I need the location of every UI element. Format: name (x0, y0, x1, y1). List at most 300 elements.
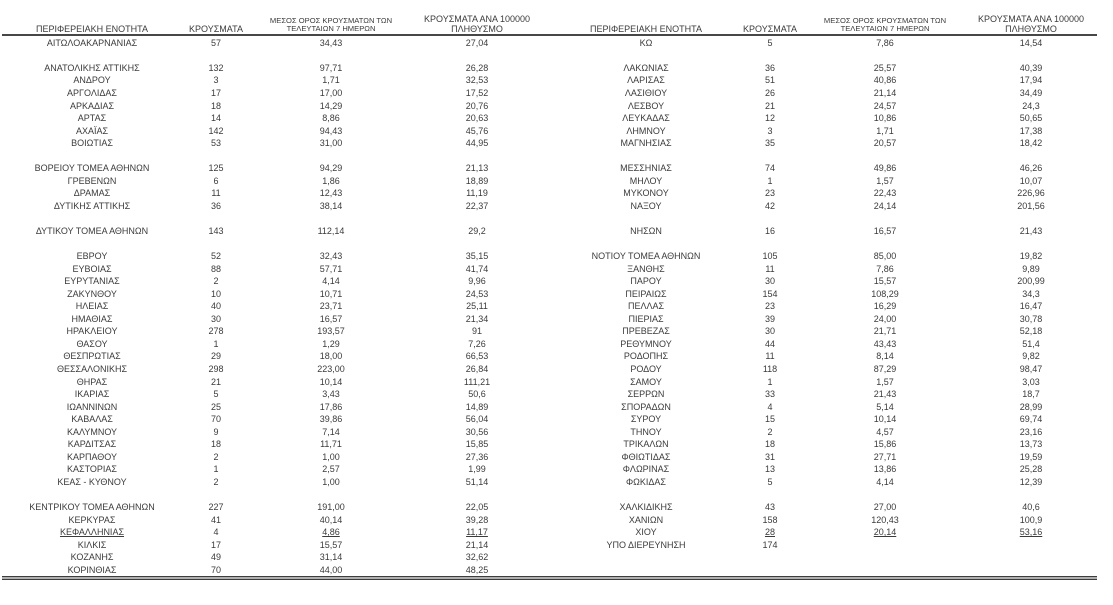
cases-cell: 70 (210, 414, 221, 425)
per100k-cell: 66,53 (465, 351, 489, 362)
per100k-cell: 26,28 (465, 62, 489, 73)
table-row (4, 526, 544, 539)
avg7-cell (806, 489, 964, 502)
per100k-cell: 21,34 (465, 313, 489, 324)
cases-cell (734, 50, 806, 63)
avg7-cell: 40,86 (873, 75, 897, 86)
per100k-cell: 24,3 (1022, 100, 1040, 111)
header-divider-line (2, 34, 1097, 36)
avg7-cell: 94,43 (319, 125, 343, 136)
table-row (4, 564, 544, 577)
table-row (558, 351, 1098, 364)
table-row (558, 37, 1098, 50)
cases-cell: 14 (210, 113, 221, 124)
table-row (558, 263, 1098, 276)
avg7-cell: 34,43 (319, 37, 343, 48)
cases-cell: 2 (767, 426, 773, 437)
table-row (4, 112, 544, 125)
per100k-cell: 50,6 (468, 389, 486, 400)
avg7-cell (252, 213, 410, 226)
region-cell: ΠΕΙΡΑΙΩΣ (625, 288, 667, 299)
table-row (4, 188, 544, 201)
table-row (4, 200, 544, 213)
cases-cell (734, 489, 806, 502)
table-row (558, 338, 1098, 351)
region-cell: ΒΟΙΩΤΙΑΣ (71, 138, 113, 149)
cases-cell (180, 50, 252, 63)
avg7-cell: 4,86 (322, 527, 340, 538)
cases-cell: 5 (213, 389, 219, 400)
avg7-cell: 1,57 (876, 175, 894, 186)
cases-cell: 23 (764, 188, 775, 199)
avg7-cell: 1,00 (322, 476, 340, 487)
cases-cell: 29 (210, 351, 221, 362)
per100k-cell: 51,4 (1022, 338, 1040, 349)
region-cell: ΚΑΒΑΛΑΣ (71, 414, 113, 425)
region-cell: ΗΡΑΚΛΕΙΟΥ (66, 326, 118, 337)
avg7-cell: 11,71 (320, 439, 342, 450)
per100k-cell: 30,56 (465, 426, 489, 437)
avg7-cell: 24,00 (873, 313, 897, 324)
avg7-cell: 10,71 (319, 288, 343, 299)
region-cell: ΑΡΓΟΛΙΔΑΣ (67, 87, 117, 98)
cases-cell: 18 (210, 439, 221, 450)
cases-cell (180, 150, 252, 163)
table-row (4, 288, 544, 301)
spacer-row (4, 213, 544, 226)
avg7-cell: 10,14 (319, 376, 343, 387)
region-cell: ΚΑΡΠΑΘΟΥ (66, 451, 118, 462)
table-row (4, 363, 544, 376)
region-cell (4, 238, 180, 251)
cases-cell: 1 (767, 376, 773, 387)
right-table (558, 6, 1098, 577)
region-cell: ΤΗΝΟΥ (630, 426, 662, 437)
cases-cell: 2 (213, 276, 219, 287)
per100k-cell: 20,63 (465, 113, 489, 124)
table-row (558, 539, 1098, 552)
per100k-cell: 56,04 (465, 414, 489, 425)
region-cell (558, 50, 734, 63)
per100k-cell: 13,73 (1019, 439, 1043, 450)
region-cell (558, 564, 734, 577)
region-cell: ΑΝΔΡΟΥ (73, 75, 111, 86)
region-cell: ΜΥΚΟΝΟΥ (623, 188, 669, 199)
spacer-row (4, 150, 544, 163)
per100k-cell (410, 50, 544, 63)
per100k-cell: 22,37 (465, 200, 489, 211)
per100k-cell (964, 150, 1098, 163)
cases-cell: 5 (767, 37, 773, 48)
table-row (558, 413, 1098, 426)
cases-cell: 51 (764, 75, 775, 86)
per100k-cell: 18,7 (1022, 389, 1040, 400)
per100k-cell: 91 (471, 326, 482, 337)
per100k-cell (964, 564, 1098, 577)
table-row (558, 300, 1098, 313)
region-cell: ΚΕΡΚΥΡΑΣ (68, 514, 116, 525)
avg7-cell: 27,71 (873, 451, 897, 462)
region-cell: ΝΑΞΟΥ (630, 200, 662, 211)
table-row (558, 376, 1098, 389)
region-cell: ΧΙΟΥ (635, 527, 657, 538)
table-row (4, 137, 544, 150)
avg7-cell: 17,86 (319, 401, 343, 412)
avg7-cell: 49,86 (873, 163, 897, 174)
table-row (4, 100, 544, 113)
per100k-cell: 46,26 (1019, 163, 1043, 174)
column-header-cases: ΚΡΟΥΣΜΑΤΑ (189, 24, 243, 34)
right-table-body (558, 37, 1098, 577)
per100k-cell: 23,16 (1019, 426, 1043, 437)
avg7-cell: 1,86 (322, 175, 340, 186)
avg7-cell: 3,43 (322, 389, 340, 400)
region-cell: ΑΧΑΪΑΣ (75, 125, 109, 136)
per100k-cell: 226,96 (1017, 188, 1045, 199)
region-cell: ΓΡΕΒΕΝΩΝ (67, 175, 117, 186)
per100k-cell: 53,16 (1019, 527, 1043, 538)
per100k-cell (964, 539, 1098, 552)
region-cell: ΒΟΡΕΙΟΥ ΤΟΜΕΑ ΑΘΗΝΩΝ (34, 163, 150, 174)
avg7-cell: 10,14 (873, 414, 897, 425)
table-row (4, 501, 544, 514)
per100k-cell: 50,65 (1019, 113, 1043, 124)
avg7-cell (252, 150, 410, 163)
table-row (558, 188, 1098, 201)
cases-cell: 11 (765, 351, 775, 362)
cases-cell: 3 (213, 75, 219, 86)
per100k-cell: 34,3 (1022, 288, 1040, 299)
region-cell: ΚΟΡΙΝΘΙΑΣ (67, 564, 117, 575)
cases-cell: 52 (210, 251, 221, 262)
column-header-cases: ΚΡΟΥΣΜΑΤΑ (743, 24, 797, 34)
region-cell: ΛΕΥΚΑΔΑΣ (622, 113, 670, 124)
cases-cell: 5 (767, 476, 773, 487)
table-row (558, 125, 1098, 138)
avg7-cell: 13,86 (873, 464, 897, 475)
cases-cell: 132 (208, 62, 224, 73)
per100k-cell: 30,78 (1019, 313, 1043, 324)
table-row (4, 87, 544, 100)
table-row (558, 162, 1098, 175)
per100k-cell: 201,56 (1017, 200, 1045, 211)
region-cell: ΕΥΒΟΙΑΣ (72, 263, 112, 274)
per100k-cell: 69,74 (1019, 414, 1043, 425)
cases-cell: 4 (767, 401, 773, 412)
avg7-cell (806, 213, 964, 226)
avg7-cell: 7,86 (876, 263, 894, 274)
region-cell: ΑΝΑΤΟΛΙΚΗΣ ΑΤΤΙΚΗΣ (44, 62, 140, 73)
table-row (558, 514, 1098, 527)
cases-cell: 2 (213, 451, 219, 462)
table-row (4, 125, 544, 138)
per100k-cell: 19,82 (1019, 251, 1043, 262)
region-cell (4, 489, 180, 502)
table-row (4, 75, 544, 88)
cases-cell: 43 (764, 502, 775, 512)
cases-cell: 13 (764, 464, 775, 475)
per100k-cell: 45,76 (465, 125, 489, 136)
per100k-cell: 21,43 (1019, 225, 1043, 236)
region-cell (4, 150, 180, 163)
avg7-cell: 108,29 (871, 288, 899, 299)
avg7-cell (806, 150, 964, 163)
avg7-cell: 1,71 (322, 75, 340, 86)
cases-cell: 23 (764, 301, 775, 312)
avg7-cell (806, 551, 964, 564)
avg7-cell: 8,86 (322, 113, 340, 124)
per100k-cell: 111,21 (463, 376, 491, 387)
region-cell (558, 489, 734, 502)
region-cell: ΡΟΔΟΠΗΣ (623, 351, 669, 362)
avg7-cell: 38,14 (319, 200, 343, 211)
header-row (4, 6, 544, 37)
per100k-cell: 35,15 (465, 251, 489, 262)
avg7-cell: 22,43 (873, 188, 897, 199)
column-header-region: ΠΕΡΙΦΕΡΕΙΑΚΗ ΕΝΟΤΗΤΑ (589, 24, 703, 34)
avg7-cell: 21,14 (873, 87, 897, 98)
per100k-cell: 39,28 (465, 514, 489, 525)
region-cell (4, 213, 180, 226)
avg7-cell: 32,43 (319, 251, 343, 262)
region-cell: ΚΕΑΣ - ΚΥΘΝΟΥ (57, 476, 127, 487)
table-row (558, 200, 1098, 213)
region-cell: ΚΑΣΤΟΡΙΑΣ (67, 464, 117, 475)
region-cell: ΛΗΜΝΟΥ (626, 125, 666, 136)
cases-cell: 298 (208, 363, 224, 374)
avg7-cell: 1,00 (322, 451, 340, 462)
cases-cell: 31 (764, 451, 775, 462)
region-cell: ΘΑΣΟΥ (76, 338, 108, 349)
cases-cell: 1 (213, 338, 219, 349)
avg7-cell: 5,14 (876, 401, 894, 412)
table-row (4, 401, 544, 414)
region-cell: ΚΑΡΔΙΤΣΑΣ (67, 439, 117, 450)
cases-cell: 49 (210, 552, 221, 563)
region-cell (558, 213, 734, 226)
region-cell: ΧΑΛΚΙΔΙΚΗΣ (619, 502, 673, 512)
per100k-cell (410, 489, 544, 502)
table-row (558, 388, 1098, 401)
per100k-cell: 27,36 (465, 451, 489, 462)
column-header-per100k: ΚΡΟΥΣΜΑΤΑ ΑΝΑ 100000 ΠΛΗΘΥΣΜΟ (424, 14, 530, 34)
region-cell: ΜΕΣΣΗΝΙΑΣ (620, 163, 672, 174)
cases-cell: 40 (210, 301, 221, 312)
region-cell: ΘΕΣΠΡΩΤΙΑΣ (63, 351, 121, 362)
avg7-cell: 15,57 (319, 539, 343, 550)
region-cell: ΔΥΤΙΚΟΥ ΤΟΜΕΑ ΑΘΗΝΩΝ (35, 225, 149, 236)
cases-cell: 10 (210, 288, 221, 299)
avg7-cell: 97,71 (319, 62, 343, 73)
region-cell: ΗΜΑΘΙΑΣ (71, 313, 113, 324)
per100k-cell (964, 489, 1098, 502)
cases-cell (180, 238, 252, 251)
per100k-cell: 34,49 (1019, 87, 1043, 98)
cases-cell: 11 (211, 188, 221, 199)
table-row (4, 351, 544, 364)
cases-cell: 12 (764, 113, 775, 124)
per100k-cell: 18,89 (465, 175, 489, 186)
cases-cell: 41 (210, 514, 221, 525)
per100k-cell: 29,2 (468, 225, 486, 236)
region-cell (558, 238, 734, 251)
avg7-cell: 21,43 (873, 389, 897, 400)
per100k-cell: 28,99 (1019, 401, 1043, 412)
cases-cell: 1 (767, 175, 773, 186)
table-row (4, 313, 544, 326)
per100k-cell (410, 213, 544, 226)
cases-cell: 105 (762, 251, 778, 262)
region-cell: ΜΑΓΝΗΣΙΑΣ (620, 138, 672, 149)
cases-cell (734, 213, 806, 226)
per100k-cell: 52,18 (1019, 326, 1043, 337)
per100k-cell: 25,28 (1019, 464, 1043, 475)
table-row (4, 388, 544, 401)
per100k-cell: 98,47 (1019, 363, 1043, 374)
per100k-cell: 17,52 (465, 87, 489, 98)
avg7-cell: 20,14 (873, 527, 897, 538)
region-cell: ΝΗΣΩΝ (630, 225, 662, 236)
header-row (558, 6, 1098, 37)
table-row (558, 476, 1098, 489)
per100k-cell (410, 150, 544, 163)
cases-cell: 18 (210, 100, 221, 111)
avg7-cell: 94,29 (319, 163, 343, 174)
region-cell: ΚΕΦΑΛΛΗΝΙΑΣ (59, 527, 125, 538)
region-cell: ΙΚΑΡΙΑΣ (74, 389, 110, 400)
cases-cell: 26 (764, 87, 775, 98)
avg7-cell: 87,29 (873, 363, 897, 374)
table-row (558, 451, 1098, 464)
per100k-cell: 3,03 (1022, 376, 1040, 387)
avg7-cell: 16,29 (873, 301, 897, 312)
avg7-cell: 1,57 (876, 376, 894, 387)
cases-cell: 1 (213, 464, 219, 475)
column-header-avg7: ΜΕΣΟΣ ΟΡΟΣ ΚΡΟΥΣΜΑΤΩΝ ΤΩΝ ΤΕΛΕΥΤΑΙΩΝ 7 ΗΜΕΡΩΝ (823, 15, 947, 34)
table-row (4, 514, 544, 527)
per100k-cell: 17,38 (1019, 125, 1043, 136)
region-cell: ΣΠΟΡΑΔΩΝ (621, 401, 671, 412)
table-row (558, 75, 1098, 88)
cases-cell: 15 (764, 414, 775, 425)
cases-cell: 53 (210, 138, 221, 149)
avg7-cell: 10,86 (873, 113, 897, 124)
table-row (4, 175, 544, 188)
cases-cell: 74 (764, 163, 775, 174)
table-row (558, 87, 1098, 100)
avg7-cell: 43,43 (873, 338, 897, 349)
avg7-cell: 15,57 (873, 276, 897, 287)
per100k-cell: 26,84 (465, 363, 489, 374)
table-row (4, 162, 544, 175)
cases-cell (734, 551, 806, 564)
spacer-row (558, 489, 1098, 502)
region-cell: ΣΕΡΡΩΝ (627, 389, 665, 400)
cases-cell: 88 (210, 263, 221, 274)
per100k-cell: 14,54 (1019, 37, 1043, 48)
cases-cell: 17 (210, 87, 221, 98)
per100k-cell: 19,59 (1019, 451, 1043, 462)
spacer-row (558, 150, 1098, 163)
per100k-cell: 24,53 (465, 288, 489, 299)
cases-cell: 30 (210, 313, 221, 324)
cases-cell (734, 150, 806, 163)
region-cell: ΑΡΤΑΣ (77, 113, 107, 124)
table-row (4, 338, 544, 351)
region-cell: ΣΑΜΟΥ (630, 376, 662, 387)
avg7-cell (806, 238, 964, 251)
tables-container (0, 6, 1113, 577)
region-cell: ΘΕΣΣΑΛΟΝΙΚΗΣ (56, 363, 128, 374)
avg7-cell: 7,14 (322, 426, 340, 437)
region-cell: ΠΡΕΒΕΖΑΣ (622, 326, 670, 337)
per100k-cell (964, 238, 1098, 251)
avg7-cell: 27,00 (873, 502, 897, 512)
avg7-cell: 39,86 (319, 414, 343, 425)
region-cell: ΙΩΑΝΝΙΝΩΝ (66, 401, 118, 412)
region-cell: ΗΛΕΙΑΣ (75, 301, 109, 312)
table-bottom-line (2, 576, 1097, 580)
cases-cell (734, 238, 806, 251)
table-row (558, 439, 1098, 452)
cases-cell: 9 (213, 426, 219, 437)
per100k-cell: 17,94 (1019, 75, 1043, 86)
per100k-cell: 200,99 (1017, 276, 1045, 287)
table-row (4, 37, 544, 50)
region-cell: ΛΑΣΙΘΙΟΥ (624, 87, 668, 98)
avg7-cell: 14,29 (319, 100, 343, 111)
avg7-cell: 16,57 (319, 313, 343, 324)
table-row (4, 376, 544, 389)
per100k-cell: 9,82 (1022, 351, 1040, 362)
table-row (4, 62, 544, 75)
per100k-cell: 1,99 (468, 464, 486, 475)
avg7-cell: 120,43 (871, 514, 899, 525)
region-cell: ΠΕΛΛΑΣ (627, 301, 665, 312)
cases-cell: 11 (765, 263, 775, 274)
cases-cell: 142 (208, 125, 224, 136)
cases-cell: 30 (764, 326, 775, 337)
per100k-cell: 40,6 (1022, 502, 1040, 512)
avg7-cell: 16,57 (873, 225, 897, 236)
spacer-row (4, 50, 544, 63)
cases-cell: 3 (767, 125, 773, 136)
avg7-cell: 8,14 (876, 351, 894, 362)
left-table (4, 6, 544, 577)
per100k-cell: 16,47 (1019, 301, 1043, 312)
per100k-cell: 9,89 (1022, 263, 1040, 274)
per100k-cell: 10,07 (1019, 175, 1043, 186)
region-cell: ΛΑΚΩΝΙΑΣ (623, 62, 669, 73)
avg7-cell: 4,14 (322, 276, 340, 287)
cases-cell: 28 (764, 527, 775, 538)
table-row (558, 112, 1098, 125)
column-header-per100k: ΚΡΟΥΣΜΑΤΑ ΑΝΑ 100000 ΠΛΗΘΥΣΜΟ (978, 14, 1084, 34)
per100k-cell (964, 50, 1098, 63)
region-cell: ΖΑΚΥΝΘΟΥ (67, 288, 117, 299)
avg7-cell (806, 50, 964, 63)
region-cell: ΚΑΛΥΜΝΟΥ (66, 426, 118, 437)
per100k-cell: 15,85 (465, 439, 489, 450)
spacer-row (558, 564, 1098, 577)
avg7-cell (806, 564, 964, 577)
cases-cell: 44 (764, 338, 775, 349)
per100k-cell: 22,05 (465, 502, 489, 512)
avg7-cell: 31,14 (319, 552, 343, 563)
avg7-cell: 24,14 (873, 200, 897, 211)
table-row (558, 175, 1098, 188)
avg7-cell: 20,57 (873, 138, 897, 149)
